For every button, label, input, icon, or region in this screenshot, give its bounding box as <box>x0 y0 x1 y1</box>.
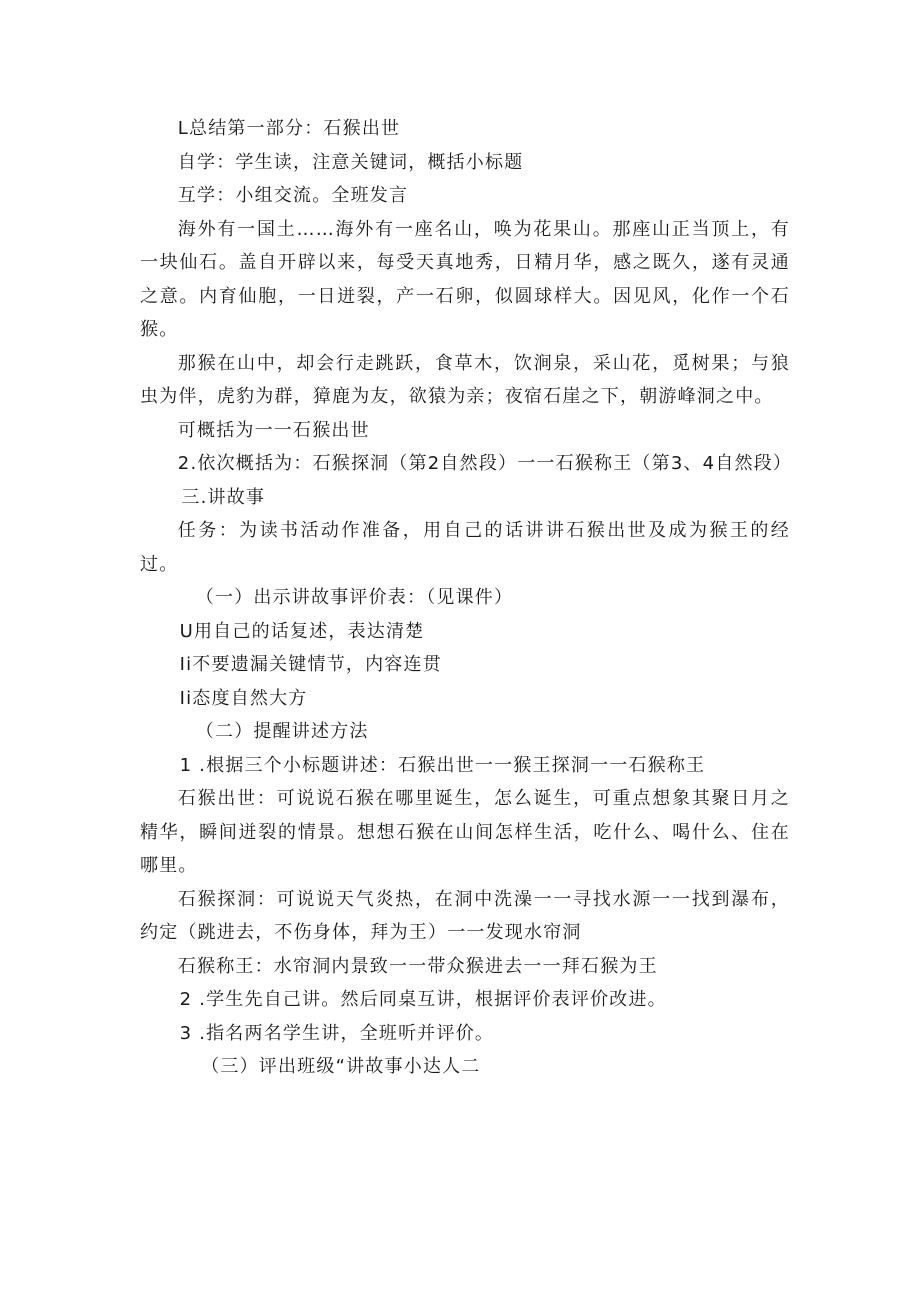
paragraph-method-king: 石猴称王：水帘洞内景致一一带众猴进去一一拜石猴为王 <box>177 955 658 977</box>
paragraph-task: 任务：为读书活动作准备，用自己的话讲讲石猴出世及成为猴王的经过。 <box>140 520 790 575</box>
method-item-class-evaluate: 3 .指名两名学生讲，全班听并评价。 <box>179 1022 495 1044</box>
method-item-self-practice: 2 .学生先自己讲。然后同桌互讲，根据评价表评价改进。 <box>179 989 667 1010</box>
paragraph-method-explore: 石猴探洞：可说说天气炎热，在洞中洗澡一一寻找水源一一找到瀑布，约定（跳进去，不伤身体，拜为王）一一发现水帘洞 <box>140 888 790 943</box>
criteria-item-own-words: U用自己的话复述，表达清楚 <box>179 620 425 642</box>
paragraph-self-study: 自学：学生读，注意关键词，概括小标题 <box>177 151 524 173</box>
section-heading-tell-story: 三.讲故事 <box>181 486 266 508</box>
subheading-evaluation-table: （一）出示讲故事评价表：（见课件） <box>195 587 514 608</box>
paragraph-summary-birth: 可概括为一一石猴出世 <box>177 419 370 441</box>
paragraph-method-birth: 石猴出世：可说说石猴在哪里诞生，怎么诞生，可重点想象其聚日月之精华，瞬间迸裂的情景。想想石猴在山间怎样生活，吃什么、喝什么、住在哪里。 <box>140 788 790 876</box>
subheading-select-winner: （三）评出班级“讲故事小达人二 <box>201 1056 481 1077</box>
paragraph-group-study: 互学：小组交流。全班发言 <box>177 185 409 206</box>
paragraph-quote-life: 那猴在山中，却会行走跳跃，食草木，饮涧泉，采山花，觅树果；与狼虫为伴，虎豹为群，獐鹿为友，欲猿为亲；夜宿石崖之下，朝游峰洞之中。 <box>140 352 790 407</box>
paragraph-summary-sequence: 2.依次概括为：石猴探洞（第2自然段）一一石猴称王（第3、4自然段） <box>177 453 793 474</box>
criteria-item-key-plot: Ii不要遗漏关键情节，内容连贯 <box>179 654 442 675</box>
subheading-method-reminder: （二）提醒讲述方法 <box>195 721 369 742</box>
method-item-subtitles: 1 .根据三个小标题讲述：石猴出世一一猴王探洞一一石猴称王 <box>179 754 706 776</box>
paragraph-summary-part-one: L总结第一部分：石猴出世 <box>177 118 401 139</box>
criteria-item-manner: Ii态度自然大方 <box>179 687 308 709</box>
document-body <box>140 112 793 1084</box>
paragraph-quote-birth: 海外有一国土……海外有一座名山，唤为花果山。那座山正当顶上，有一块仙石。盖自开辟以来，每受天真地秀，日精月华，感之既久，遂有灵通之意。内育仙胞，一日迸裂，产一石卵，似圆球样大。因见风，化作一个石猴。 <box>140 218 790 340</box>
